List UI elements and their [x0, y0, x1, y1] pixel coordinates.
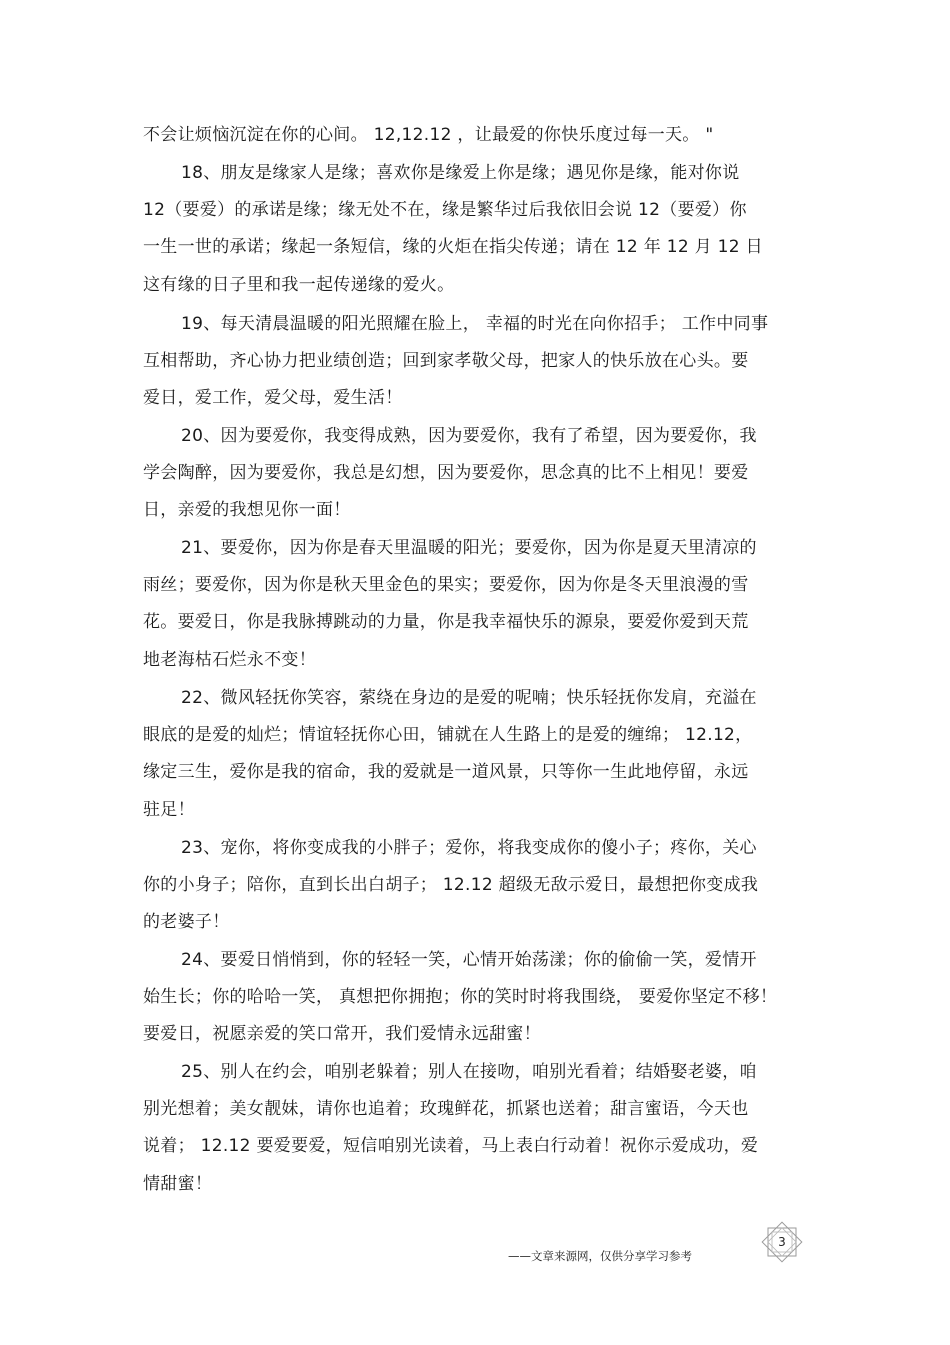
text-line: 23、宠你，将你变成我的小胖子；爱你，将我变成你的傻小子；疼你，关心 — [181, 838, 757, 858]
source-note: ——文章来源网，仅供分享学习参考 — [508, 1249, 692, 1263]
text-line: 18、朋友是缘家人是缘；喜欢你是缘爱上你是缘；遇见你是缘，能对你说 — [181, 163, 740, 183]
text-line: 20、因为要爱你，我变得成熟，因为要爱你，我有了希望，因为要爱你，我 — [181, 426, 757, 446]
page-number-badge — [759, 1221, 805, 1263]
text-line: 你的小身子；陪你，直到长出白胡子； 12.12 超级无敌示爱日，最想把你变成我 — [143, 875, 759, 895]
text-line: 学会陶醉，因为要爱你，我总是幻想，因为要爱你，思念真的比不上相见！要爱 — [143, 463, 749, 483]
text-line: 驻足！ — [143, 800, 195, 820]
text-line: 22、微风轻抚你笑容，萦绕在身边的是爱的呢喃；快乐轻抚你发肩，充溢在 — [181, 688, 757, 708]
text-line: 19、每天清晨温暖的阳光照耀在脸上， 幸福的时光在向你招手； 工作中同事 — [181, 314, 769, 334]
text-line: 一生一世的承诺；缘起一条短信，缘的火炬在指尖传递；请在 12 年 12 月 12 日 — [143, 237, 763, 257]
text-line: 眼底的是爱的灿烂；情谊轻抚你心田，铺就在人生路上的是爱的缠绵； 12.12， — [143, 725, 753, 745]
text-line: 爱日，爱工作，爱父母，爱生活！ — [143, 388, 403, 408]
text-line: 24、要爱日悄悄到，你的轻轻一笑，心情开始荡漾；你的偷偷一笑，爱情开 — [181, 950, 757, 970]
text-line: 的老婆子！ — [143, 912, 230, 932]
text-line: 要爱日，祝愿亲爱的笑口常开，我们爱情永远甜蜜！ — [143, 1024, 541, 1044]
text-line: 25、别人在约会，咱别老躲着；别人在接吻，咱别光看着；结婚娶老婆，咱 — [181, 1062, 757, 1082]
ornament-frame-icon — [759, 1221, 805, 1263]
text-line: 这有缘的日子里和我一起传递缘的爱火。 — [143, 275, 455, 295]
text-line: 雨丝；要爱你，因为你是秋天里金色的果实；要爱你，因为你是冬天里浪漫的雪 — [143, 575, 749, 595]
page-number: 3 — [778, 1235, 786, 1249]
text-line: 互相帮助，齐心协力把业绩创造；回到家孝敬父母，把家人的快乐放在心头。要 — [143, 351, 749, 371]
text-line: 始生长；你的哈哈一笑， 真想把你拥抱；你的笑时时将我围绕， 要爱你坚定不移！ — [143, 987, 778, 1007]
text-line: 12（要爱）的承诺是缘；缘无处不在，缘是繁华过后我依旧会说 12（要爱）你 — [143, 200, 747, 220]
text-line: 说着； 12.12 要爱要爱，短信咱别光读着，马上表白行动着！祝你示爱成功，爱 — [143, 1136, 759, 1156]
text-line: 情甜蜜！ — [143, 1174, 213, 1194]
text-line: 花。要爱日，你是我脉搏跳动的力量，你是我幸福快乐的源泉，要爱你爱到天荒 — [143, 612, 749, 632]
text-line: 21、要爱你，因为你是春天里温暖的阳光；要爱你，因为你是夏天里清凉的 — [181, 538, 757, 558]
text-line: 别光想着；美女靓妹，请你也追着；玫瑰鲜花，抓紧也送着；甜言蜜语，今天也 — [143, 1099, 749, 1119]
text-line: 地老海枯石烂永不变！ — [143, 650, 316, 670]
text-line: 缘定三生，爱你是我的宿命，我的爱就是一道风景，只等你一生此地停留，永远 — [143, 762, 749, 782]
text-line: 日，亲爱的我想见你一面！ — [143, 500, 351, 520]
text-line: 不会让烦恼沉淀在你的心间。 12,12.12 ，让最爱的你快乐度过每一天。 " — [143, 125, 714, 145]
